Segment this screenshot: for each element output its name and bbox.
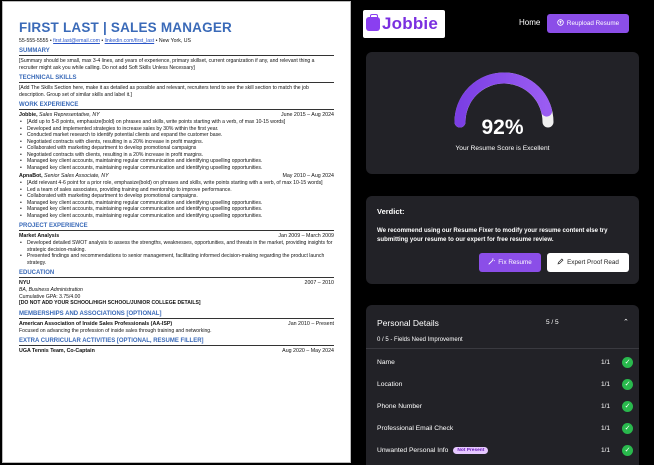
edu-header	[19, 280, 334, 287]
job-role: Senior Sales Associate, NY	[44, 173, 109, 179]
membership-header	[19, 321, 334, 328]
job-bullet: • Developed and implemented strategies to increase sales by 30% within the first year.	[25, 126, 334, 133]
contact-phone: 55-555-5555	[19, 38, 49, 44]
personal-details-card	[366, 305, 639, 465]
reupload-resume-button[interactable]	[547, 14, 629, 33]
resume-score-card	[366, 52, 639, 174]
job-header	[19, 173, 334, 180]
membership-name: American Association of Inside Sales Professionals (AA-ISP)	[19, 320, 173, 327]
membership-dates: Jan 2010 – Present	[288, 320, 334, 327]
fix-resume-button[interactable]	[479, 253, 541, 272]
edu-degree: BA, Business Administration	[19, 287, 83, 293]
detail-row-unwanted-info	[377, 443, 633, 457]
job-company: Jobbie,	[19, 112, 38, 118]
detail-row-phone	[377, 399, 633, 413]
personal-details-title: Personal Details	[377, 318, 439, 328]
top-nav	[358, 5, 647, 43]
expert-proof-read-button[interactable]	[547, 253, 629, 272]
job-bullet: • [Add up to 5-8 points, emphasize(bold) on phrases and skills, write points starting with a verb, of max 10-15 words]	[25, 119, 334, 126]
resume-contact: 55-555-5555 • first.last@email.com • linkedin.com/first_last • New York, US	[19, 38, 191, 44]
jobbie-logo[interactable]	[363, 10, 445, 38]
expert-proof-read-label: Expert Proof Read	[567, 259, 619, 266]
status-badge: Not Present	[453, 447, 488, 454]
job-company: ApnaBot,	[19, 173, 43, 179]
fields-need-improvement: 0 / 5 - Fields Need Improvement	[377, 337, 463, 343]
home-link[interactable]: Home	[519, 18, 541, 27]
job-bullet: • Led a team of sales associates, providing training and mentorship to improve performance.	[25, 187, 334, 194]
job-header	[19, 112, 334, 119]
job-bullets	[19, 119, 334, 171]
job-bullet: • Managed key client accounts, maintaining regular communication and identifying upselling opportunities.	[25, 200, 334, 207]
check-icon: ✓	[622, 379, 633, 390]
personal-details-count: 5 / 5	[546, 319, 559, 326]
job-bullet: • Managed key client accounts, maintaining regular communication and identifying upselling opportunities.	[25, 165, 334, 172]
job-bullet: • Collaborated with marketing department to develop promotional campaigns	[25, 145, 334, 152]
job-bullet: • Negotiated contracts with clients, resulting in a 20% increase in profit margins.	[25, 139, 334, 146]
detail-row-location	[377, 377, 633, 391]
project-bullet: • Developed detailed SWOT analysis to assess the strengths, weaknesses, opportunities, and threats in the market, providing insights for strategic decision-making.	[25, 240, 334, 253]
job-bullet: • Collaborated with marketing department to develop promotional campaigns.	[25, 193, 334, 200]
skills-text: [Add The Skills Section here, make it as detailed as possible and relevant, recruiters tend to see the skill section to match the job description. Group set of similar skills and label it.]	[19, 85, 309, 98]
job-role: Sales Representative, NY	[39, 112, 100, 118]
job-dates: May 2010 – Aug 2024	[282, 173, 334, 179]
chevron-up-icon[interactable]: ⌃	[623, 319, 629, 326]
verdict-card	[366, 196, 639, 284]
detail-label: Name	[377, 358, 395, 366]
reupload-label: Reupload Resume	[566, 20, 620, 27]
project-bullets	[19, 240, 334, 266]
pen-icon	[557, 258, 564, 267]
briefcase-icon	[366, 17, 380, 31]
education-heading: EDUCATION	[19, 270, 334, 278]
detail-label: Unwanted Personal Info	[377, 446, 449, 454]
job-bullet: • Managed key client accounts, maintaining regular communication and identifying upselling opportunities.	[25, 206, 334, 213]
detail-label: Phone Number	[377, 402, 422, 410]
job-bullets	[19, 180, 334, 219]
membership-desc: Focused on advancing the profession of inside sales through training and networking.	[19, 327, 212, 334]
extra-heading: EXTRA CURRICULAR ACTIVITIES [OPTIONAL, RESUME FILLER]	[19, 338, 334, 346]
fix-resume-label: Fix Resume	[498, 259, 532, 266]
extra-header	[19, 348, 334, 355]
detail-count: 1/1	[600, 424, 610, 432]
detail-count: 1/1	[600, 446, 610, 454]
project-name: Market Analysis	[19, 233, 60, 239]
detail-count: 1/1	[600, 380, 610, 388]
job-bullet: • Managed key client accounts, maintaining regular communication and identifying upselling opportunities.	[25, 158, 334, 165]
membership-heading: MEMBERSHIPS AND ASSOCIATIONS [OPTIONAL]	[19, 311, 334, 319]
upload-icon	[557, 19, 564, 28]
resume-name: FIRST LAST | SALES MANAGER	[19, 20, 232, 35]
detail-label: Professional Email Check	[377, 424, 454, 432]
project-header	[19, 233, 334, 240]
detail-count: 1/1	[600, 358, 610, 366]
detail-row-name	[377, 355, 633, 369]
verdict-title: Verdict:	[377, 207, 405, 216]
edu-gpa: Cumulative GPA: 3.75/4.00	[19, 293, 81, 300]
skills-heading: TECHNICAL SKILLS	[19, 75, 334, 83]
detail-row-email	[377, 421, 633, 435]
project-heading: PROJECT EXPERIENCE	[19, 223, 334, 231]
summary-heading: SUMMARY	[19, 48, 334, 56]
contact-location: New York, US	[158, 38, 191, 44]
job-bullet: • Conducted market research to identify potential clients and expand the customer base.	[25, 132, 334, 139]
job-bullet: • Negotiated contracts with clients, resulting in a 20% increase in profit margins.	[25, 152, 334, 159]
divider	[366, 348, 639, 349]
detail-count: 1/1	[600, 402, 610, 410]
check-icon: ✓	[622, 401, 633, 412]
work-heading: WORK EXPERIENCE	[19, 102, 334, 110]
job-bullet: • [Add relevant 4-6 point for a prior role, emphasize(bold) on phrases and skills, write points starting with a verb, of max 10-15 words]	[25, 180, 334, 187]
extra-name: UGA Tennis Team, Co-Captain	[19, 348, 95, 354]
contact-linkedin[interactable]: linkedin.com/first_last	[104, 38, 155, 44]
score-percent: 92%	[481, 116, 524, 139]
project-dates: Jan 2009 – March 2009	[278, 233, 334, 239]
check-icon: ✓	[622, 357, 633, 368]
verdict-body: We recommend using our Resume Fixer to modify your resume content else try submitting your resume to our expert for free resume review.	[377, 227, 608, 243]
summary-text: [Summary should be small, max 3-4 lines, and years of experience, primary skillset, current organization if any, and relevant thing a recruiter might ask you while calling. Do not add Soft Skills Unless Necessary]	[19, 58, 315, 71]
job-bullet: • Managed key client accounts, maintaining regular communication and identifying upselling opportunities.	[25, 213, 334, 220]
score-text: Your Resume Score is Excellent	[455, 145, 550, 152]
extra-dates: Aug 2020 – May 2024	[282, 348, 334, 354]
project-bullet: • Presented findings and recommendations to senior management, facilitating informed decision-making regarding the product launch strategy.	[25, 253, 334, 266]
edu-dates: 2007 – 2010	[304, 280, 334, 286]
resume-preview	[2, 1, 351, 463]
check-icon: ✓	[622, 445, 633, 456]
edu-note: [DO NOT ADD YOUR SCHOOL/HIGH SCHOOL/JUNIOR COLLEGE DETAILS]	[19, 300, 201, 306]
contact-email[interactable]: first.last@email.com	[53, 38, 100, 44]
edu-school: NYU	[19, 280, 31, 286]
job-dates: June 2015 – Aug 2024	[280, 112, 334, 118]
wand-icon	[488, 258, 495, 267]
check-icon: ✓	[622, 423, 633, 434]
logo-text: Jobbie	[382, 14, 438, 33]
detail-label: Location	[377, 380, 403, 388]
